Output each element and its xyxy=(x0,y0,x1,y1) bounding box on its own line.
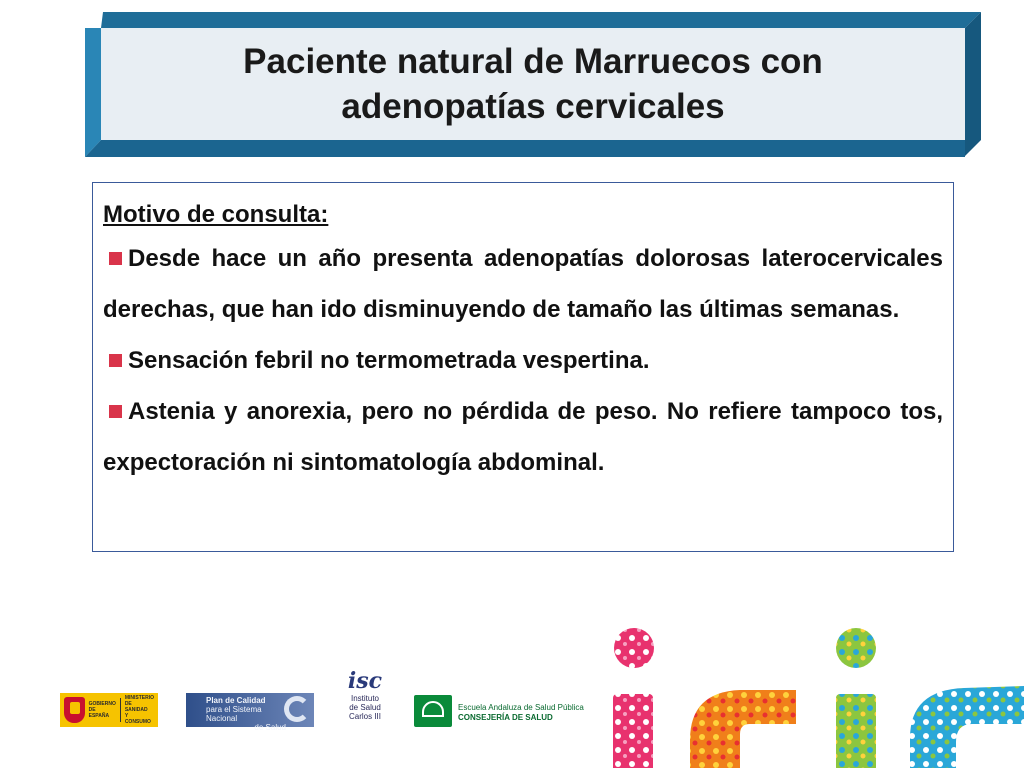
square-bullet-icon xyxy=(109,354,122,367)
isciii-mark-icon: isc xyxy=(347,668,383,694)
isciii-logo xyxy=(340,668,390,728)
plan-text-2: para el Sistema Nacional xyxy=(206,705,262,723)
plan-calidad-logo xyxy=(186,693,314,732)
isciii-text-3: Carlos III xyxy=(348,712,381,721)
junta-text-2: CONSEJERÍA DE SALUD xyxy=(458,713,553,722)
consultation-box xyxy=(92,182,954,552)
bullet-text: Desde hace un año presenta adenopatías dolorosas laterocervicales derechas, que han ido disminuyendo de tamaño las últimas semanas. xyxy=(103,245,943,323)
title-text-area xyxy=(100,28,966,140)
gob-text-2: DE ESPAÑA xyxy=(88,707,110,719)
junta-text xyxy=(458,703,584,723)
ministry-text-1: MINISTERIO xyxy=(124,695,154,701)
plan-text-3: de Salud xyxy=(254,723,286,732)
junta-text-1: Escuela Andaluza de Salud Pública xyxy=(458,703,584,712)
plan-c-icon xyxy=(284,696,310,722)
square-bullet-icon xyxy=(109,405,122,418)
ministry-text-3: Y CONSUMO xyxy=(124,713,151,725)
coat-of-arms-icon xyxy=(64,697,85,723)
bullet-item xyxy=(103,233,943,335)
page-title-line-2: adenopatías cervicales xyxy=(341,87,725,126)
bullet-item xyxy=(103,386,943,488)
title-banner xyxy=(85,12,981,157)
isciii-text-2: de Salud xyxy=(349,703,381,712)
plan-text-1: Plan de Calidad xyxy=(206,696,266,705)
bullet-text: Sensación febril no termometrada vespertina. xyxy=(128,347,650,374)
bullet-item xyxy=(103,335,943,386)
ministry-text-2: DE SANIDAD xyxy=(124,701,148,713)
logo-divider xyxy=(120,698,121,722)
bullet-text: Astenia y anorexia, pero no pérdida de peso. No refiere tampoco tos, expectoración ni sintomatología abdominal. xyxy=(103,398,943,476)
isc-decorative-logo-icon xyxy=(600,620,1024,768)
page-title-line-1: Paciente natural de Marruecos con xyxy=(243,42,823,81)
gobierno-espana-logo xyxy=(60,693,158,727)
section-heading: Motivo de consulta: xyxy=(103,201,329,228)
square-bullet-icon xyxy=(109,252,122,265)
junta-arch-icon xyxy=(422,701,444,717)
gob-text-1: GOBIERNO xyxy=(88,701,116,707)
junta-andalucia-logo xyxy=(414,695,452,727)
isciii-text-1: Instituto xyxy=(350,694,379,703)
